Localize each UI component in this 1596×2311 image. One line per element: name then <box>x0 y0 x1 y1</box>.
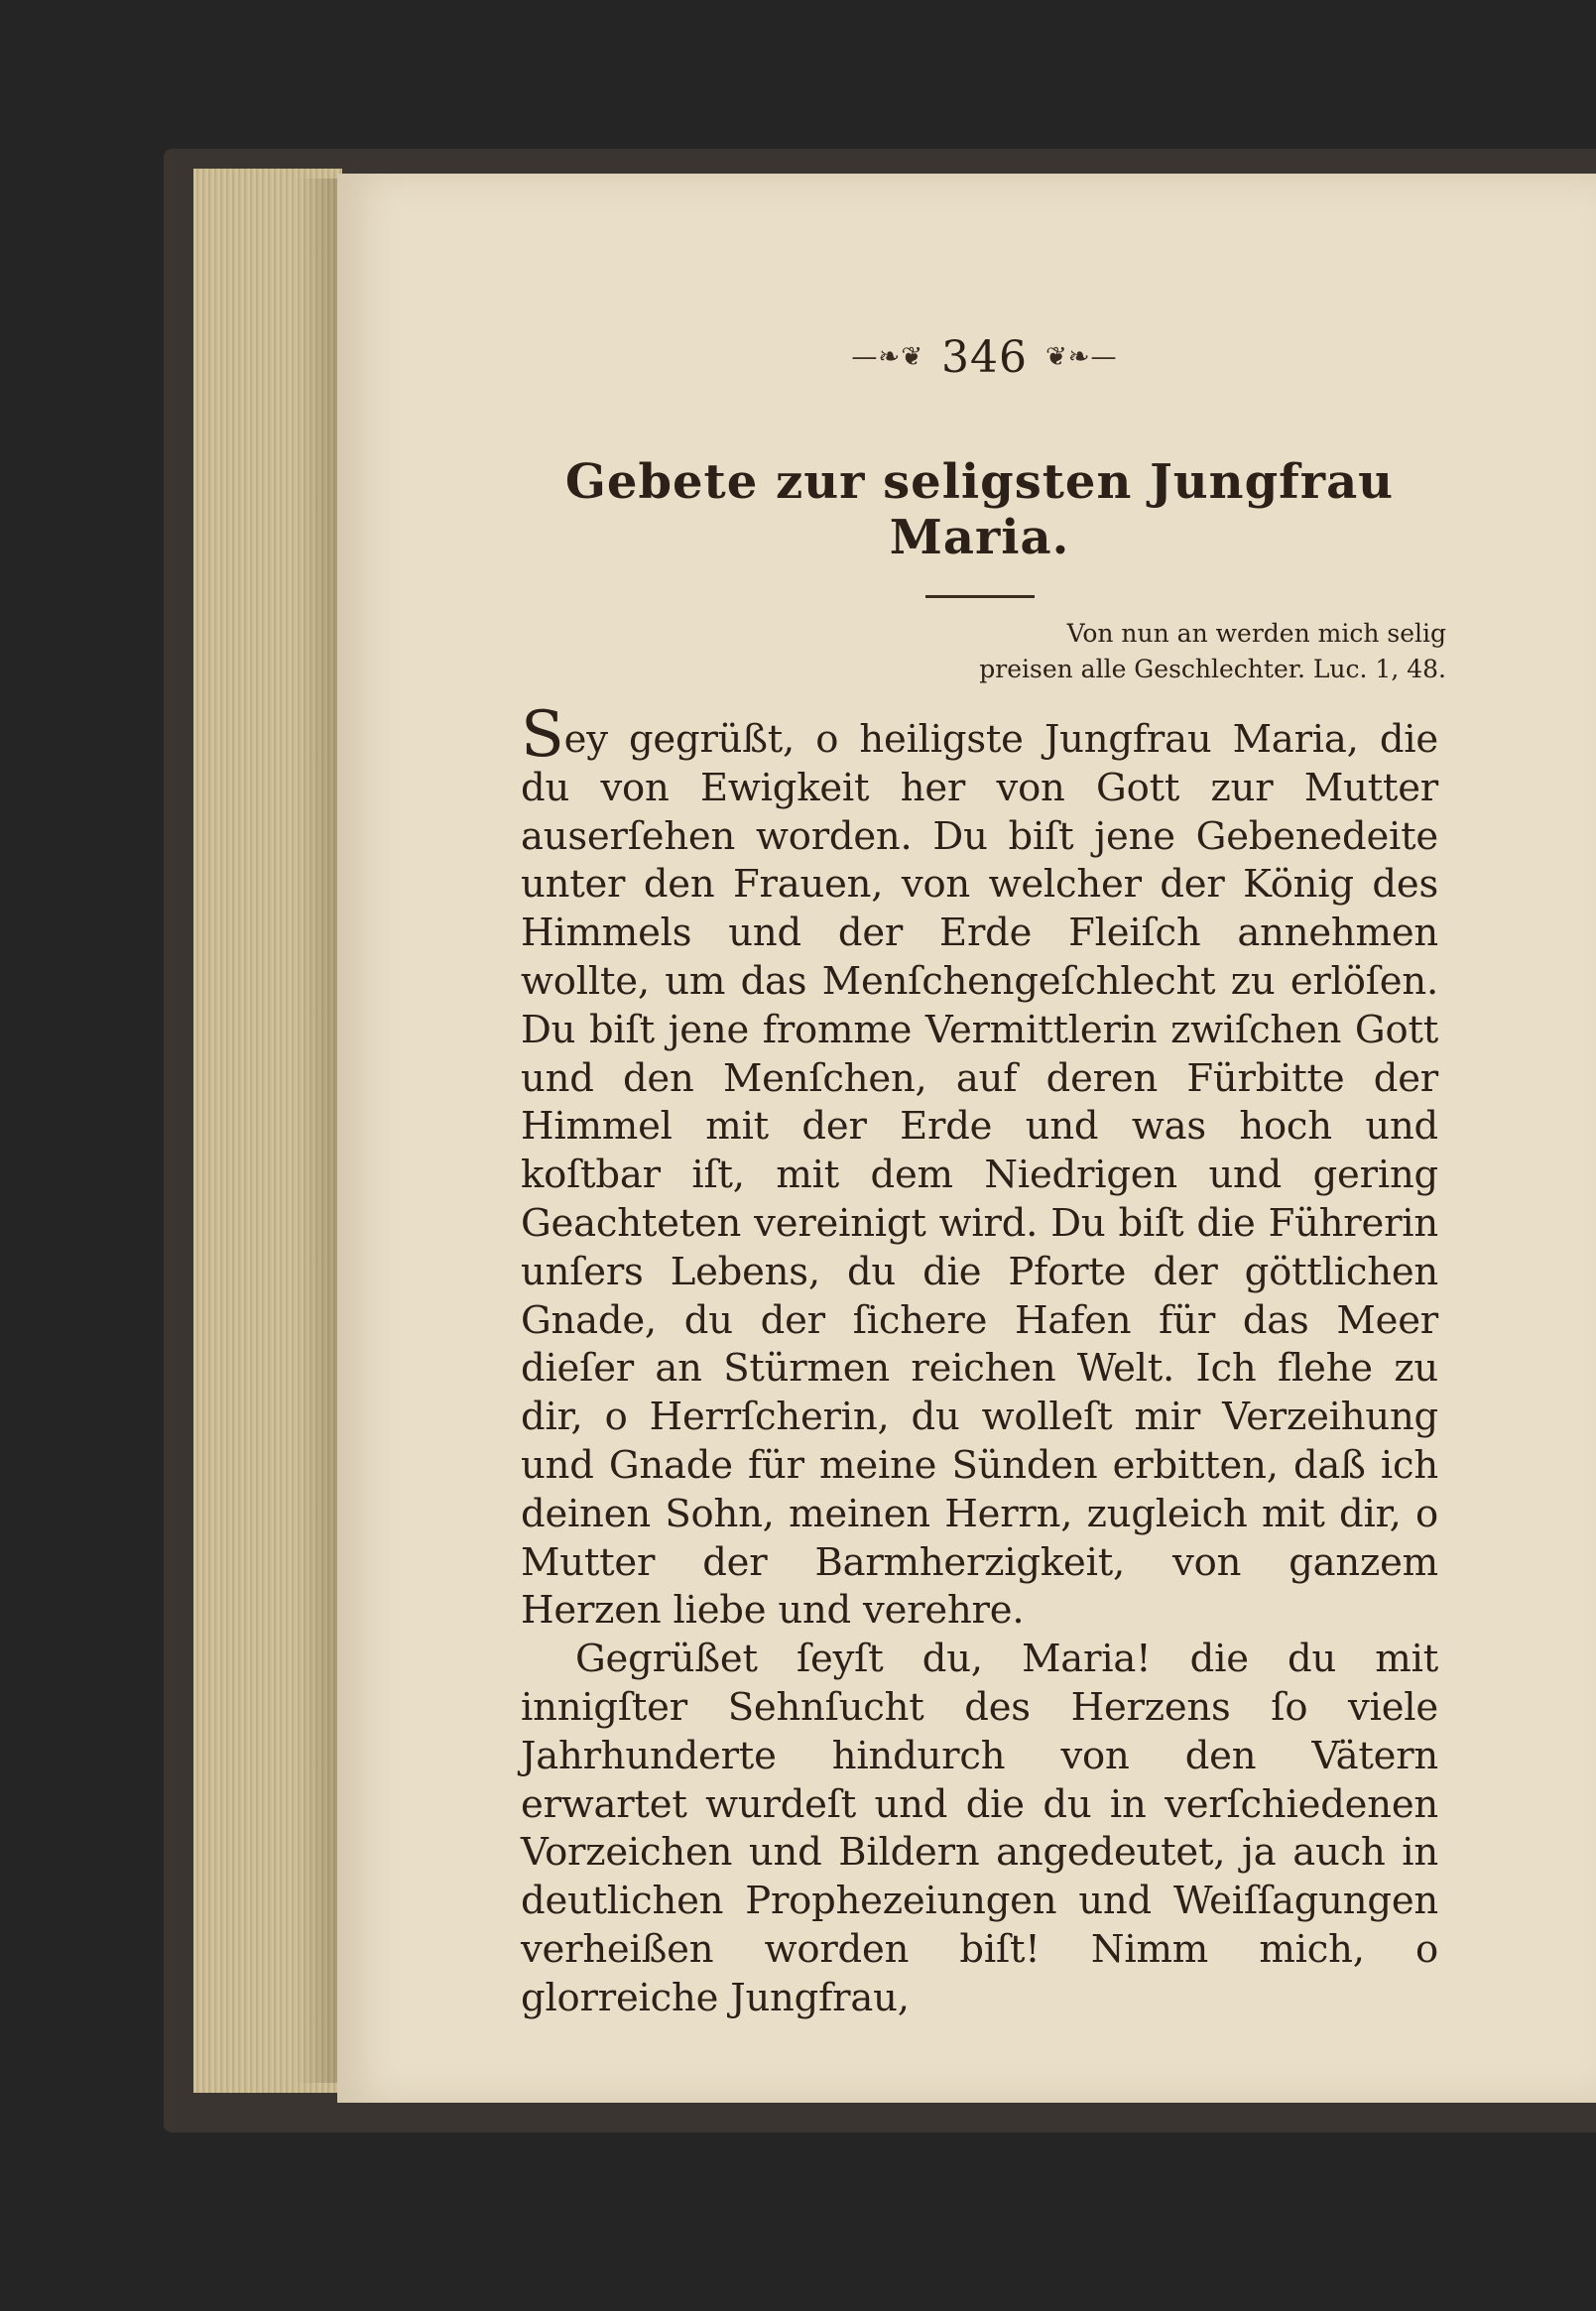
ornament-left-icon: —❧❦ <box>851 342 923 372</box>
paragraph-1 <box>521 698 1438 1636</box>
epigraph-line-1: Von nun an werden mich selig <box>1066 619 1446 648</box>
body-text <box>521 698 1438 2023</box>
page-header <box>531 317 1438 397</box>
paragraph-2: Gegrüßet ſeyſt du, Maria! die du mit innigſter Sehnſucht des Herzens ſo viele Jahrhunderte hindurch von den Vätern erwartet wurdeſt und die du in verſchiedenen Vorzeichen und Bildern angedeutet, ja auch in deutlichen Prophezeiungen und Weiſſagungen verheißen worden biſt! Nimm mich, o glorreiche Jungfrau, <box>521 1637 1438 2020</box>
epigraph <box>521 616 1446 687</box>
epigraph-line-2: preisen alle Geschlechter. Luc. 1, 48. <box>979 655 1446 683</box>
page-content <box>521 317 1446 2023</box>
page-edges-shadow <box>298 179 342 2083</box>
title-divider <box>925 595 1035 598</box>
section-title: Gebete zur seligsten Jungfrau Maria. <box>564 454 1395 565</box>
paragraph-1-text: ey gegrüßt, o heiligste Jungfrau Maria, die du von Ewigkeit her von Gott zur Mutter auserſehen worden. Du biſt jene Gebenedeite unter den Frauen, von welcher der König des Himmels und der Erde Fleiſch annehmen wollte, um das Menſchengeſchlecht zu erlöſen. Du biſt jene fromme Vermittlerin zwiſchen Gott und den Menſchen, auf deren Fürbitte der Himmel mit der Erde und was hoch und koſtbar iſt, mit dem Niedrigen und gering Geachteten vereinigt wird. Du biſt die Führerin unſers Lebens, du die Pforte der göttlichen Gnade, du der ſichere Hafen für das Meer dieſer an Stürmen reichen Welt. Ich flehe zu dir, o Herrſcherin, du wolleſt mir Verzeihung und Gnade für meine Sünden erbitten, daß ich deinen Sohn, meinen Herrn, zugleich mit dir, o Mutter der Barmherzigkeit, von ganzem Herzen liebe und verehre. <box>521 717 1438 1634</box>
ornament-right-icon: ❦❧— <box>1044 342 1118 372</box>
initial-letter: S <box>521 698 564 772</box>
page-number: 346 <box>941 331 1028 383</box>
